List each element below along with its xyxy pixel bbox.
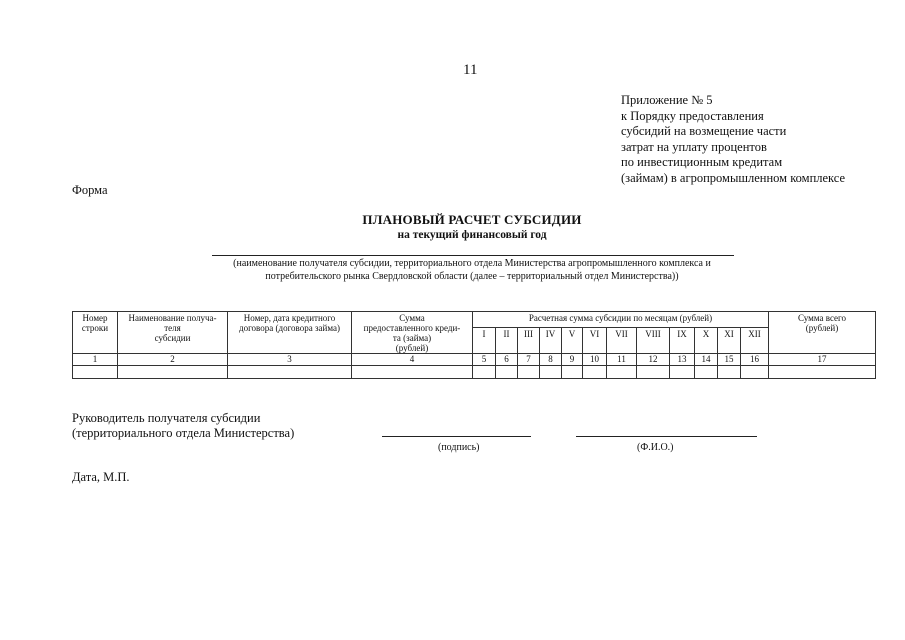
header-text: предоставленного креди- [363, 323, 461, 333]
form-label: Форма [72, 183, 108, 197]
header-text: строки [81, 323, 109, 333]
column-number: 1 [73, 354, 118, 366]
header-text: Сумма всего [798, 313, 847, 323]
column-number: 15 [718, 354, 741, 366]
table-cell[interactable] [352, 366, 473, 379]
table-cell[interactable] [670, 366, 695, 379]
full-name-caption: (Ф.И.О.) [637, 442, 674, 453]
column-number: 12 [637, 354, 670, 366]
header-text: та (займа) [392, 333, 432, 343]
header-month: III [518, 327, 540, 353]
header-text: договора (договора займа) [239, 323, 340, 333]
column-number: 11 [607, 354, 637, 366]
signature-line[interactable] [382, 436, 531, 437]
table-cell[interactable] [518, 366, 540, 379]
column-number: 6 [496, 354, 518, 366]
appendix-line: к Порядку предоставления [621, 108, 764, 123]
header-loan-amount [352, 312, 473, 354]
column-number: 7 [518, 354, 540, 366]
page-number: 11 [463, 62, 478, 78]
table-cell[interactable] [607, 366, 637, 379]
table-cell[interactable] [540, 366, 562, 379]
column-number: 2 [118, 354, 228, 366]
column-number: 10 [583, 354, 607, 366]
header-month: VI [583, 327, 607, 353]
header-month: VII [607, 327, 637, 353]
header-text: (рублей) [395, 343, 429, 353]
signer-line: Руководитель получателя субсидии [72, 411, 261, 425]
appendix-line: субсидий на возмещение части [621, 124, 787, 138]
column-number: 17 [769, 354, 876, 366]
header-text: (рублей) [805, 323, 839, 333]
header-month: V [562, 327, 583, 353]
column-number: 8 [540, 354, 562, 366]
table-row [73, 366, 876, 379]
column-number: 14 [695, 354, 718, 366]
table-cell[interactable] [769, 366, 876, 379]
header-text: Номер [82, 313, 108, 323]
header-month: IX [670, 327, 695, 353]
signer-label [72, 411, 294, 441]
table-cell[interactable] [118, 366, 228, 379]
header-row-number [73, 312, 118, 354]
table-cell[interactable] [637, 366, 670, 379]
table-cell[interactable] [718, 366, 741, 379]
table-cell[interactable] [695, 366, 718, 379]
signer-line: (территориального отдела Министерства) [72, 426, 295, 440]
appendix-block [621, 93, 845, 186]
header-month: VIII [637, 327, 670, 353]
header-loan-agreement [228, 312, 352, 354]
table-cell[interactable] [228, 366, 352, 379]
header-recipient-name [118, 312, 228, 354]
header-total [769, 312, 876, 354]
table-cell[interactable] [562, 366, 583, 379]
appendix-line: затрат на уплату процентов [621, 139, 767, 154]
table-cell[interactable] [583, 366, 607, 379]
signature-caption: (подпись) [438, 442, 480, 453]
document-subtitle: на текущий финансовый год [397, 229, 547, 241]
table-cell[interactable] [496, 366, 518, 379]
header-month: II [496, 327, 518, 353]
column-number: 5 [473, 354, 496, 366]
header-month: X [695, 327, 718, 353]
column-number: 16 [741, 354, 769, 366]
recipient-caption-line: (наименование получателя субсидии, территориального отдела Министерства агропромышленного комплекса и [233, 258, 711, 269]
header-month: IV [540, 327, 562, 353]
date-stamp-label: Дата, М.П. [72, 470, 130, 484]
header-text: Номер, дата кредитного [243, 313, 336, 323]
column-number: 9 [562, 354, 583, 366]
header-month: I [473, 327, 496, 353]
recipient-fill-line[interactable] [212, 255, 734, 256]
header-monthly-group: Расчетная сумма субсидии по месяцам (рублей) [473, 312, 769, 328]
column-number: 3 [228, 354, 352, 366]
document-title: ПЛАНОВЫЙ РАСЧЕТ СУБСИДИИ [362, 212, 582, 227]
header-text: Сумма [399, 313, 425, 323]
header-text: субсидии [154, 333, 191, 343]
table-cell[interactable] [73, 366, 118, 379]
header-text: Наименование получа- [128, 313, 217, 323]
appendix-line: (займам) в агропромышленном комплексе [621, 170, 846, 185]
recipient-caption-line: потребительского рынка Свердловской области (далее – территориальный отдел Министерства)) [265, 270, 679, 282]
table-column-numbers-row [73, 354, 876, 366]
table-cell[interactable] [473, 366, 496, 379]
header-month: XI [718, 327, 741, 353]
appendix-line: Приложение № 5 [621, 93, 713, 107]
subsidy-table [72, 311, 876, 379]
recipient-caption [200, 258, 744, 283]
header-month: XII [741, 327, 769, 353]
column-number: 4 [352, 354, 473, 366]
column-number: 13 [670, 354, 695, 366]
header-text: теля [164, 323, 181, 333]
table-header-row [73, 312, 876, 328]
full-name-line[interactable] [576, 436, 757, 437]
appendix-line: по инвестиционным кредитам [621, 155, 783, 169]
table-cell[interactable] [741, 366, 769, 379]
